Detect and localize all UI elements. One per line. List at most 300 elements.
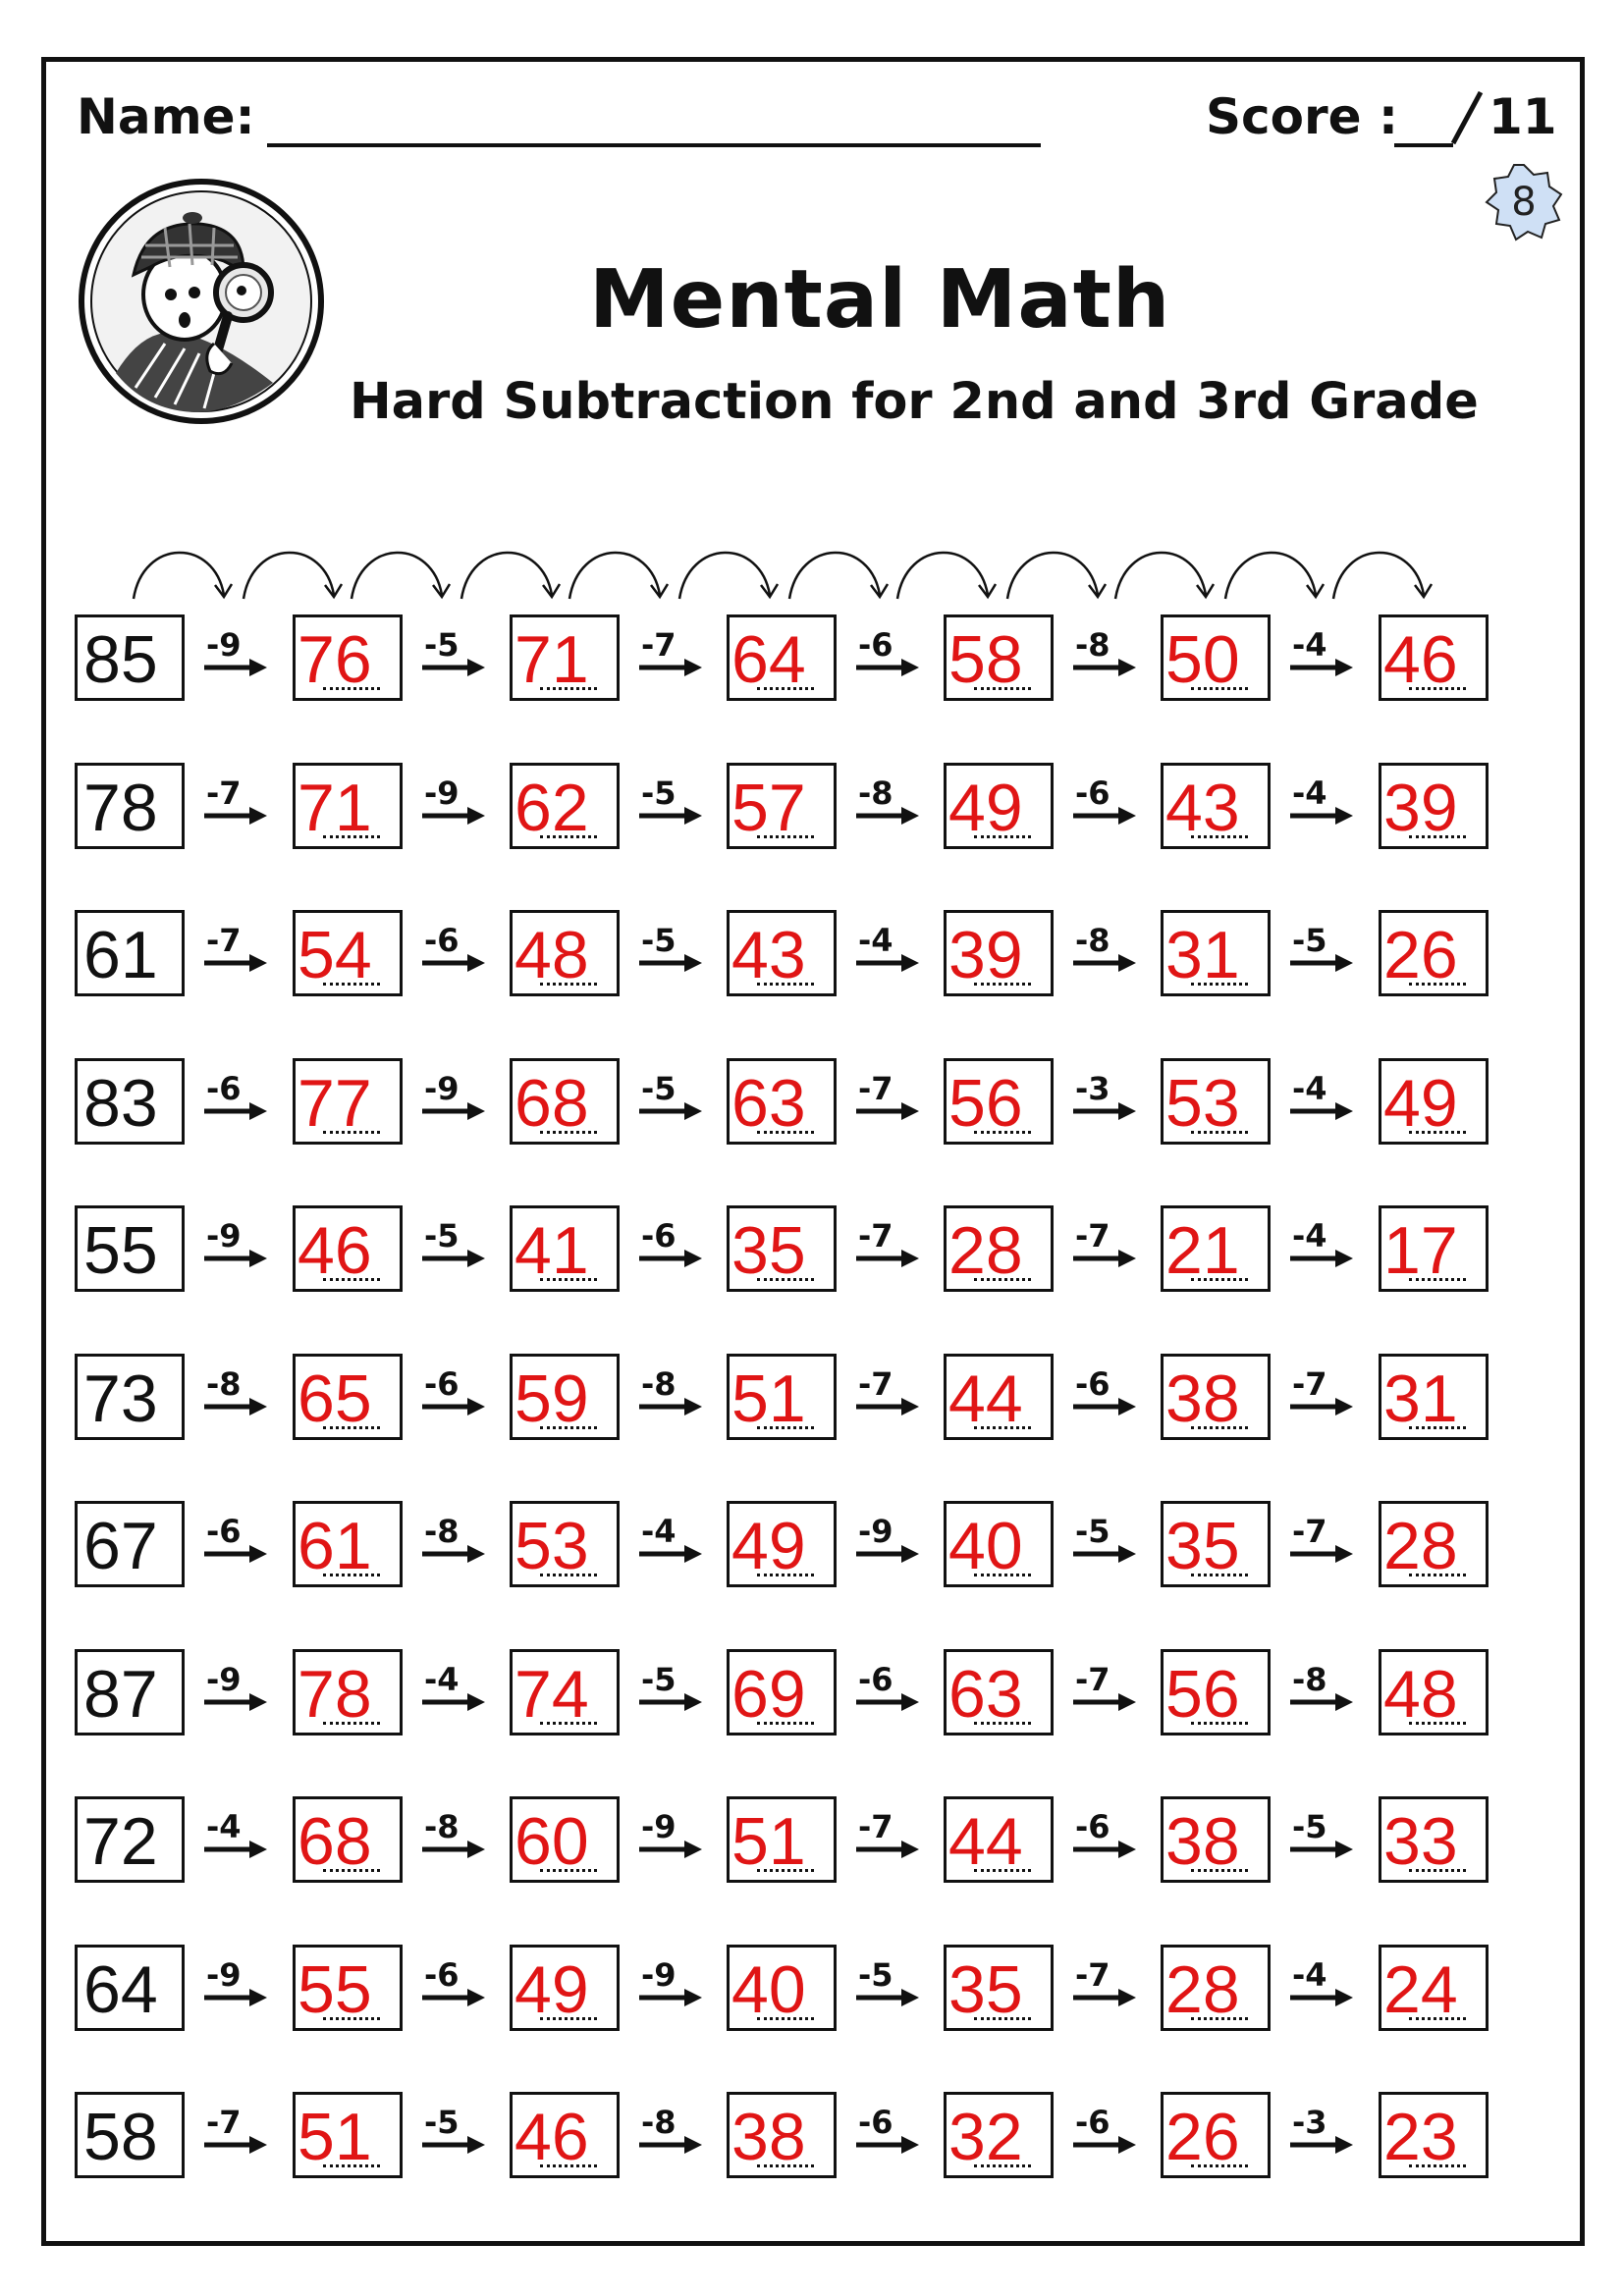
- operation-arrow: [1061, 2100, 1150, 2178]
- answer-box[interactable]: [727, 1649, 837, 1735]
- operation-label: -6: [424, 1956, 460, 1994]
- operation-label: -8: [1075, 626, 1110, 664]
- operation-label: -8: [641, 2104, 677, 2141]
- answer-number: 43: [1165, 771, 1240, 845]
- right-arrow-icon: [1278, 1395, 1357, 1418]
- answer-box[interactable]: [727, 1501, 837, 1587]
- operation-label: -8: [424, 1808, 460, 1845]
- answer-number: 26: [1165, 2100, 1240, 2174]
- start-number-box: [75, 2092, 185, 2178]
- answer-number: 26: [1383, 918, 1458, 992]
- answer-box[interactable]: [510, 614, 620, 701]
- start-number-box: [75, 763, 185, 849]
- right-arrow-icon: [1278, 1542, 1357, 1566]
- operation-arrow: [192, 2100, 281, 2178]
- answer-dotted-line: [974, 1574, 1031, 1576]
- operation-label: -6: [206, 1070, 242, 1107]
- right-arrow-icon: [192, 1838, 271, 1861]
- answer-box[interactable]: [944, 1796, 1054, 1883]
- operation-arrow: [192, 1804, 281, 1883]
- score-input-line[interactable]: [1394, 143, 1453, 147]
- answer-box[interactable]: [727, 1205, 837, 1292]
- answer-dotted-line: [757, 1426, 814, 1429]
- answer-box[interactable]: [293, 910, 403, 996]
- answer-dotted-line: [1409, 2017, 1466, 2020]
- answer-dotted-line: [974, 1131, 1031, 1134]
- answer-box[interactable]: [1161, 1501, 1271, 1587]
- operation-arrow: [192, 1657, 281, 1735]
- right-arrow-icon: [844, 1395, 923, 1418]
- answer-dotted-line: [1191, 1131, 1248, 1134]
- answer-dotted-line: [757, 1722, 814, 1725]
- operation-arrow: [844, 2100, 933, 2178]
- operation-label: -9: [424, 1070, 460, 1107]
- answer-number: 64: [731, 622, 806, 697]
- answer-number: 46: [298, 1213, 372, 1288]
- right-arrow-icon: [844, 1986, 923, 2009]
- answer-number: 71: [514, 622, 589, 697]
- answer-dotted-line: [757, 1278, 814, 1281]
- start-number: 83: [83, 1066, 158, 1141]
- answer-box[interactable]: [293, 1354, 403, 1440]
- answer-number: 57: [731, 771, 806, 845]
- operation-label: -4: [1292, 1217, 1327, 1255]
- operation-arrow: [627, 1066, 716, 1145]
- operation-label: -6: [1075, 1808, 1110, 1845]
- answer-box[interactable]: [944, 614, 1054, 701]
- answer-box[interactable]: [1161, 614, 1271, 701]
- answer-dotted-line: [974, 687, 1031, 690]
- operation-label: -4: [424, 1661, 460, 1698]
- right-arrow-icon: [844, 1690, 923, 1714]
- answer-number: 35: [731, 1213, 806, 1288]
- right-arrow-icon: [1278, 656, 1357, 679]
- answer-number: 31: [1383, 1362, 1458, 1436]
- operation-arrow: [1061, 1362, 1150, 1440]
- operation-arrow: [844, 622, 933, 701]
- operation-label: -7: [641, 626, 677, 664]
- answer-dotted-line: [757, 1869, 814, 1872]
- answer-box[interactable]: [944, 1945, 1054, 2031]
- right-arrow-icon: [1061, 656, 1140, 679]
- answer-number: 41: [514, 1213, 589, 1288]
- answer-box[interactable]: [1161, 1649, 1271, 1735]
- answer-dotted-line: [1409, 2164, 1466, 2167]
- answer-box[interactable]: [510, 1354, 620, 1440]
- operation-arrow: [1278, 2100, 1367, 2178]
- answer-box[interactable]: [727, 763, 837, 849]
- right-arrow-icon: [192, 951, 271, 975]
- operation-label: -4: [1292, 774, 1327, 812]
- answer-box[interactable]: [727, 614, 837, 701]
- answer-number: 38: [1165, 1362, 1240, 1436]
- right-arrow-icon: [192, 1542, 271, 1566]
- answer-box[interactable]: [293, 1649, 403, 1735]
- operation-label: -8: [206, 1365, 242, 1403]
- answer-dotted-line: [974, 835, 1031, 838]
- answer-box[interactable]: [293, 614, 403, 701]
- start-number: 85: [83, 622, 158, 697]
- start-number: 61: [83, 918, 158, 992]
- answer-dotted-line: [757, 1574, 814, 1576]
- answer-box[interactable]: [944, 1501, 1054, 1587]
- operation-label: -5: [641, 1661, 677, 1698]
- right-arrow-icon: [844, 951, 923, 975]
- answer-dotted-line: [757, 835, 814, 838]
- operation-label: -5: [641, 774, 677, 812]
- answer-box[interactable]: [727, 1058, 837, 1145]
- operation-label: -5: [1292, 922, 1327, 959]
- page-subtitle: Hard Subtraction for 2nd and 3rd Grade: [350, 373, 1479, 431]
- name-input-line[interactable]: [267, 143, 1041, 147]
- operation-arrow: [1278, 918, 1367, 996]
- operation-arrow: [627, 771, 716, 849]
- right-arrow-icon: [1278, 1986, 1357, 2009]
- answer-box[interactable]: [293, 1058, 403, 1145]
- operation-arrow: [410, 1213, 499, 1292]
- answer-dotted-line: [757, 2017, 814, 2020]
- answer-box[interactable]: [510, 1501, 620, 1587]
- operation-arrow: [192, 918, 281, 996]
- answer-number: 77: [298, 1066, 372, 1141]
- right-arrow-icon: [1061, 1986, 1140, 2009]
- answer-number: 50: [1165, 622, 1240, 697]
- answer-dotted-line: [1191, 1869, 1248, 1872]
- answer-number: 28: [1383, 1509, 1458, 1583]
- answer-number: 53: [1165, 1066, 1240, 1141]
- operation-arrow: [1278, 1657, 1367, 1735]
- operation-label: -8: [1292, 1661, 1327, 1698]
- operation-label: -5: [424, 626, 460, 664]
- answer-box[interactable]: [510, 2092, 620, 2178]
- operation-label: -7: [1292, 1365, 1327, 1403]
- answer-box[interactable]: [1379, 1058, 1489, 1145]
- right-arrow-icon: [410, 1690, 489, 1714]
- right-arrow-icon: [192, 804, 271, 828]
- answer-number: 54: [298, 918, 372, 992]
- answer-box[interactable]: [1161, 1796, 1271, 1883]
- right-arrow-icon: [1278, 1247, 1357, 1270]
- answer-box[interactable]: [293, 2092, 403, 2178]
- right-arrow-icon: [627, 951, 706, 975]
- answer-dotted-line: [974, 1722, 1031, 1725]
- operation-arrow: [627, 1213, 716, 1292]
- answer-box[interactable]: [944, 763, 1054, 849]
- answer-dotted-line: [974, 1869, 1031, 1872]
- answer-number: 35: [1165, 1509, 1240, 1583]
- right-arrow-icon: [844, 1838, 923, 1861]
- right-arrow-icon: [844, 804, 923, 828]
- answer-dotted-line: [757, 687, 814, 690]
- answer-number: 28: [1165, 1952, 1240, 2027]
- answer-box[interactable]: [727, 2092, 837, 2178]
- right-arrow-icon: [627, 1247, 706, 1270]
- answer-dotted-line: [323, 835, 380, 838]
- start-number: 58: [83, 2100, 158, 2174]
- answer-number: 49: [948, 771, 1023, 845]
- operation-label: -6: [206, 1513, 242, 1550]
- answer-box[interactable]: [1161, 1354, 1271, 1440]
- score-label: Score :: [1206, 88, 1398, 145]
- right-arrow-icon: [627, 2133, 706, 2157]
- right-arrow-icon: [410, 1099, 489, 1123]
- right-arrow-icon: [1061, 2133, 1140, 2157]
- answer-number: 38: [1165, 1804, 1240, 1879]
- operation-label: -6: [1075, 2104, 1110, 2141]
- operation-label: -7: [858, 1808, 893, 1845]
- operation-arrow: [1061, 1509, 1150, 1587]
- start-number-box: [75, 1058, 185, 1145]
- operation-arrow: [844, 1066, 933, 1145]
- operation-arrow: [844, 918, 933, 996]
- answer-number: 78: [298, 1657, 372, 1732]
- answer-box[interactable]: [293, 1501, 403, 1587]
- answer-number: 43: [731, 918, 806, 992]
- operation-label: -5: [641, 1070, 677, 1107]
- answer-box[interactable]: [1379, 1945, 1489, 2031]
- answer-number: 68: [514, 1066, 589, 1141]
- answer-box[interactable]: [510, 1205, 620, 1292]
- right-arrow-icon: [410, 1838, 489, 1861]
- answer-box[interactable]: [510, 1058, 620, 1145]
- answer-dotted-line: [757, 983, 814, 986]
- operation-arrow: [1278, 1804, 1367, 1883]
- operation-label: -6: [1075, 774, 1110, 812]
- answer-box[interactable]: [510, 763, 620, 849]
- answer-box[interactable]: [944, 910, 1054, 996]
- operation-label: -5: [424, 2104, 460, 2141]
- answer-box[interactable]: [1379, 614, 1489, 701]
- answer-dotted-line: [1191, 1278, 1248, 1281]
- operation-arrow: [1278, 771, 1367, 849]
- answer-dotted-line: [1409, 983, 1466, 986]
- operation-arrow: [627, 622, 716, 701]
- operation-arrow: [1061, 1066, 1150, 1145]
- operation-label: -9: [641, 1808, 677, 1845]
- answer-box[interactable]: [1161, 763, 1271, 849]
- answer-box[interactable]: [944, 2092, 1054, 2178]
- answer-dotted-line: [540, 1278, 597, 1281]
- answer-box[interactable]: [944, 1649, 1054, 1735]
- right-arrow-icon: [844, 1099, 923, 1123]
- answer-dotted-line: [540, 1722, 597, 1725]
- answer-number: 74: [514, 1657, 589, 1732]
- right-arrow-icon: [192, 1247, 271, 1270]
- operation-label: -4: [1292, 1956, 1327, 1994]
- right-arrow-icon: [627, 804, 706, 828]
- operation-label: -3: [1075, 1070, 1110, 1107]
- answer-box[interactable]: [293, 763, 403, 849]
- answer-number: 51: [731, 1804, 806, 1879]
- operation-arrow: [410, 1066, 499, 1145]
- answer-dotted-line: [974, 1426, 1031, 1429]
- operation-arrow: [192, 771, 281, 849]
- start-number-box: [75, 1205, 185, 1292]
- answer-dotted-line: [323, 687, 380, 690]
- answer-number: 51: [731, 1362, 806, 1436]
- right-arrow-icon: [1061, 1247, 1140, 1270]
- operation-arrow: [192, 1952, 281, 2031]
- answer-box[interactable]: [1379, 1205, 1489, 1292]
- right-arrow-icon: [1061, 1542, 1140, 1566]
- right-arrow-icon: [627, 656, 706, 679]
- start-number-box: [75, 1796, 185, 1883]
- operation-arrow: [627, 918, 716, 996]
- right-arrow-icon: [1278, 1690, 1357, 1714]
- operation-arrow: [1061, 1804, 1150, 1883]
- answer-box[interactable]: [944, 1205, 1054, 1292]
- operation-arrow: [844, 1657, 933, 1735]
- right-arrow-icon: [1061, 1395, 1140, 1418]
- answer-box[interactable]: [1379, 910, 1489, 996]
- operation-arrow: [627, 1362, 716, 1440]
- right-arrow-icon: [627, 1542, 706, 1566]
- operation-arrow: [844, 1213, 933, 1292]
- name-label: Name:: [77, 88, 255, 145]
- operation-label: -7: [1292, 1513, 1327, 1550]
- answer-box[interactable]: [1161, 1945, 1271, 2031]
- answer-box[interactable]: [727, 1945, 837, 2031]
- answer-dotted-line: [1191, 2017, 1248, 2020]
- operation-label: -7: [1075, 1956, 1110, 1994]
- answer-box[interactable]: [510, 1945, 620, 2031]
- answer-dotted-line: [1409, 1574, 1466, 1576]
- answer-box[interactable]: [727, 1796, 837, 1883]
- answer-box[interactable]: [1379, 1649, 1489, 1735]
- right-arrow-icon: [1061, 1690, 1140, 1714]
- answer-number: 38: [731, 2100, 806, 2174]
- operation-label: -4: [1292, 626, 1327, 664]
- answer-dotted-line: [974, 2164, 1031, 2167]
- answer-box[interactable]: [1379, 1501, 1489, 1587]
- answer-dotted-line: [1409, 1278, 1466, 1281]
- operation-label: -5: [858, 1956, 893, 1994]
- operation-arrow: [192, 1066, 281, 1145]
- answer-box[interactable]: [1379, 2092, 1489, 2178]
- operation-arrow: [192, 1213, 281, 1292]
- answer-box[interactable]: [1379, 1354, 1489, 1440]
- answer-box[interactable]: [1161, 1058, 1271, 1145]
- operation-label: -7: [1075, 1217, 1110, 1255]
- operation-label: -6: [858, 2104, 893, 2141]
- answer-box[interactable]: [293, 1945, 403, 2031]
- operation-arrow: [1061, 771, 1150, 849]
- right-arrow-icon: [192, 1099, 271, 1123]
- answer-dotted-line: [1409, 1426, 1466, 1429]
- right-arrow-icon: [410, 951, 489, 975]
- start-number: 78: [83, 771, 158, 845]
- answer-number: 61: [298, 1509, 372, 1583]
- operation-arrow: [1278, 1952, 1367, 2031]
- operation-label: -8: [641, 1365, 677, 1403]
- right-arrow-icon: [627, 1099, 706, 1123]
- operation-label: -6: [858, 1661, 893, 1698]
- answer-box[interactable]: [727, 1354, 837, 1440]
- answer-box[interactable]: [293, 1205, 403, 1292]
- answer-box[interactable]: [1379, 763, 1489, 849]
- answer-box[interactable]: [944, 1058, 1054, 1145]
- answer-dotted-line: [323, 1426, 380, 1429]
- answer-dotted-line: [974, 1278, 1031, 1281]
- start-number: 55: [83, 1213, 158, 1288]
- answer-box[interactable]: [510, 910, 620, 996]
- operation-label: -9: [206, 1661, 242, 1698]
- right-arrow-icon: [1061, 804, 1140, 828]
- right-arrow-icon: [844, 1542, 923, 1566]
- answer-box[interactable]: [510, 1649, 620, 1735]
- answer-dotted-line: [540, 835, 597, 838]
- answer-box[interactable]: [944, 1354, 1054, 1440]
- answer-box[interactable]: [510, 1796, 620, 1883]
- answer-dotted-line: [1409, 1869, 1466, 1872]
- operation-arrow: [627, 1952, 716, 2031]
- operation-arrow: [627, 1657, 716, 1735]
- right-arrow-icon: [192, 1986, 271, 2009]
- right-arrow-icon: [1061, 1838, 1140, 1861]
- operation-arrow: [192, 1362, 281, 1440]
- answer-number: 40: [731, 1952, 806, 2027]
- answer-box[interactable]: [1161, 1205, 1271, 1292]
- answer-box[interactable]: [1161, 2092, 1271, 2178]
- operation-label: -4: [641, 1513, 677, 1550]
- answer-dotted-line: [323, 2164, 380, 2167]
- operation-arrow: [410, 771, 499, 849]
- answer-number: 49: [731, 1509, 806, 1583]
- answer-number: 28: [948, 1213, 1023, 1288]
- operation-label: -3: [1292, 2104, 1327, 2141]
- answer-number: 31: [1165, 918, 1240, 992]
- answer-number: 44: [948, 1804, 1023, 1879]
- right-arrow-icon: [1278, 2133, 1357, 2157]
- right-arrow-icon: [1278, 951, 1357, 975]
- operation-arrow: [1061, 1657, 1150, 1735]
- right-arrow-icon: [410, 1986, 489, 2009]
- right-arrow-icon: [410, 804, 489, 828]
- answer-number: 76: [298, 622, 372, 697]
- right-arrow-icon: [627, 1395, 706, 1418]
- answer-box[interactable]: [727, 910, 837, 996]
- answer-number: 58: [948, 622, 1023, 697]
- answer-dotted-line: [323, 2017, 380, 2020]
- answer-box[interactable]: [1379, 1796, 1489, 1883]
- answer-dotted-line: [540, 2164, 597, 2167]
- answer-number: 63: [731, 1066, 806, 1141]
- answer-dotted-line: [323, 1131, 380, 1134]
- right-arrow-icon: [192, 2133, 271, 2157]
- operation-label: -4: [1292, 1070, 1327, 1107]
- answer-number: 48: [514, 918, 589, 992]
- right-arrow-icon: [410, 1542, 489, 1566]
- answer-box[interactable]: [1161, 910, 1271, 996]
- answer-number: 49: [1383, 1066, 1458, 1141]
- operation-arrow: [410, 1952, 499, 2031]
- answer-number: 53: [514, 1509, 589, 1583]
- answer-dotted-line: [1409, 1131, 1466, 1134]
- right-arrow-icon: [1278, 1838, 1357, 1861]
- operation-label: -6: [641, 1217, 677, 1255]
- start-number-box: [75, 1945, 185, 2031]
- answer-dotted-line: [1191, 835, 1248, 838]
- operation-arrow: [410, 1509, 499, 1587]
- right-arrow-icon: [844, 1247, 923, 1270]
- operation-arrow: [1061, 1213, 1150, 1292]
- right-arrow-icon: [1061, 951, 1140, 975]
- answer-dotted-line: [974, 2017, 1031, 2020]
- operation-arrow: [410, 918, 499, 996]
- answer-number: 55: [298, 1952, 372, 2027]
- operation-label: -8: [424, 1513, 460, 1550]
- answer-box[interactable]: [293, 1796, 403, 1883]
